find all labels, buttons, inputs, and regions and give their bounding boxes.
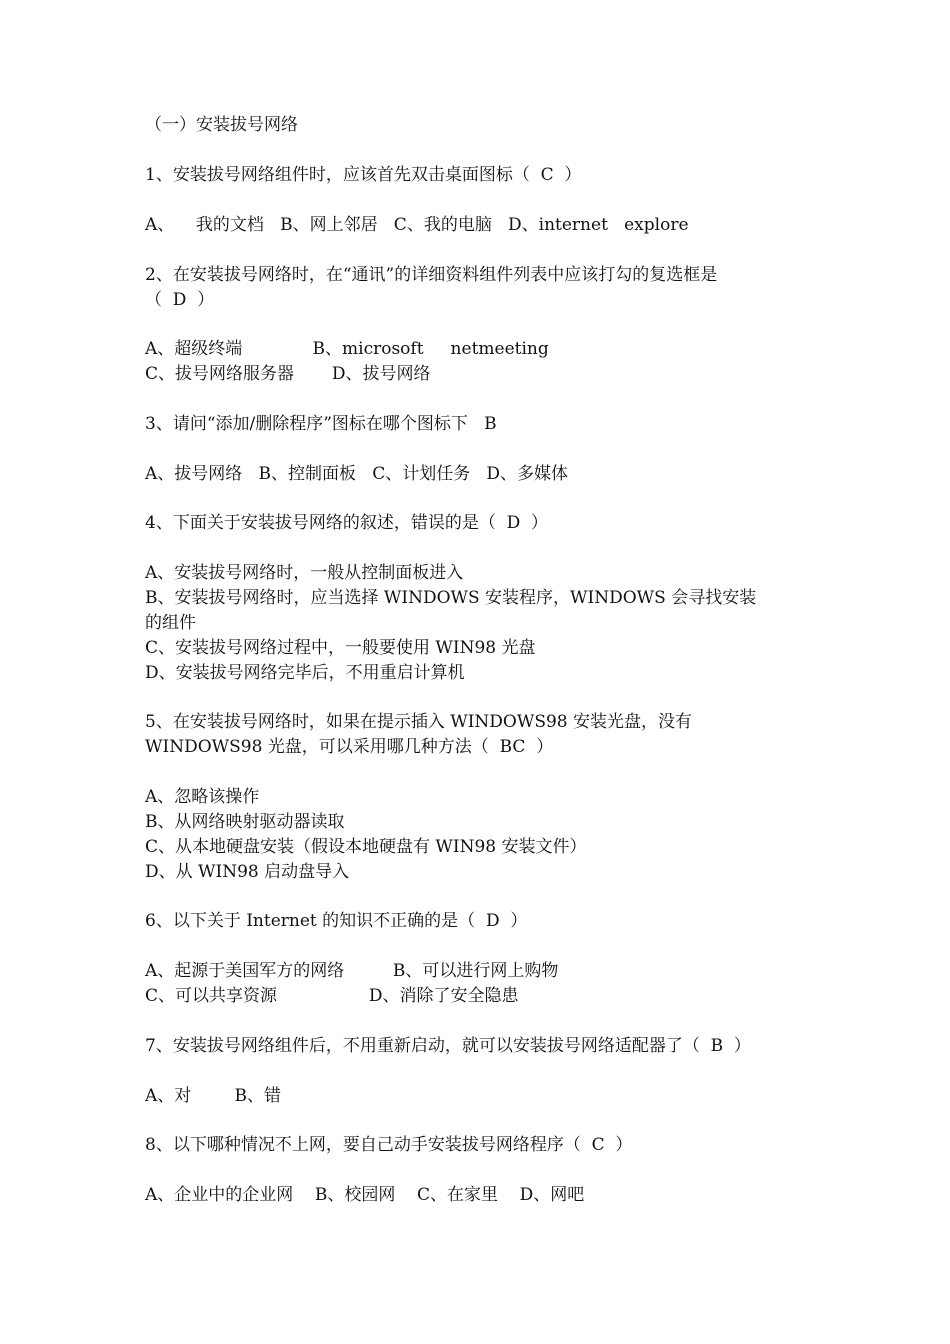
question-4-option-b: B、安装拔号网络时，应当选择 WINDOWS 安装程序，WINDOWS 会寻找安装: [145, 588, 757, 608]
question-2-options-row-2: C、拔号网络服务器 D、拔号网络: [145, 364, 431, 384]
question-5-option-c: C、从本地硬盘安装（假设本地硬盘有 WIN98 安装文件）: [145, 837, 587, 857]
question-5-option-d: D、从 WIN98 启动盘导入: [145, 862, 350, 882]
question-3-options: A、拔号网络 B、控制面板 C、计划任务 D、多媒体: [145, 464, 569, 484]
question-4-option-d: D、安装拔号网络完毕后，不用重启计算机: [145, 663, 465, 683]
question-2-options-row-1: A、超级终端 B、microsoft netmeeting: [145, 339, 549, 359]
question-5: 5、在安装拔号网络时，如果在提示插入 WINDOWS98 安装光盘，没有: [145, 712, 693, 732]
question-5-option-b: B、从网络映射驱动器读取: [145, 812, 345, 832]
question-4-option-c: C、安装拔号网络过程中，一般要使用 WIN98 光盘: [145, 638, 536, 658]
question-2: 2、在安装拔号网络时，在“通讯”的详细资料组件列表中应该打勾的复选框是: [145, 265, 718, 285]
question-6: 6、以下关于 Internet 的知识不正确的是（ D ）: [145, 911, 528, 931]
question-7-options: A、对 B、错: [145, 1086, 281, 1106]
question-4-option-b-continued: 的组件: [145, 613, 196, 633]
question-7: 7、安装拔号网络组件后，不用重新启动，就可以安装拔号网络适配器了（ B ）: [145, 1036, 751, 1056]
question-6-options-row-1: A、起源于美国军方的网络 B、可以进行网上购物: [145, 961, 559, 981]
question-1-options: A、 我的文档 B、网上邻居 C、我的电脑 D、internet explore: [145, 215, 689, 235]
question-2-continued: （ D ）: [145, 290, 215, 310]
question-8: 8、以下哪种情况不上网，要自己动手安装拔号网络程序（ C ）: [145, 1135, 633, 1155]
question-6-options-row-2: C、可以共享资源 D、消除了安全隐患: [145, 986, 519, 1006]
question-5-option-a: A、忽略该操作: [145, 787, 260, 807]
question-3: 3、请问“添加/删除程序”图标在哪个图标下 B: [145, 414, 497, 434]
question-5-continued: WINDOWS98 光盘，可以采用哪几种方法（ BC ）: [145, 737, 554, 757]
question-4: 4、下面关于安装拔号网络的叙述，错误的是（ D ）: [145, 513, 549, 533]
section-title: （一）安装拔号网络: [145, 115, 298, 135]
question-4-option-a: A、安装拔号网络时，一般从控制面板进入: [145, 563, 464, 583]
question-1: 1、安装拔号网络组件时，应该首先双击桌面图标（ C ）: [145, 165, 582, 185]
question-8-options: A、企业中的企业网 B、校园网 C、在家里 D、网吧: [145, 1185, 585, 1205]
